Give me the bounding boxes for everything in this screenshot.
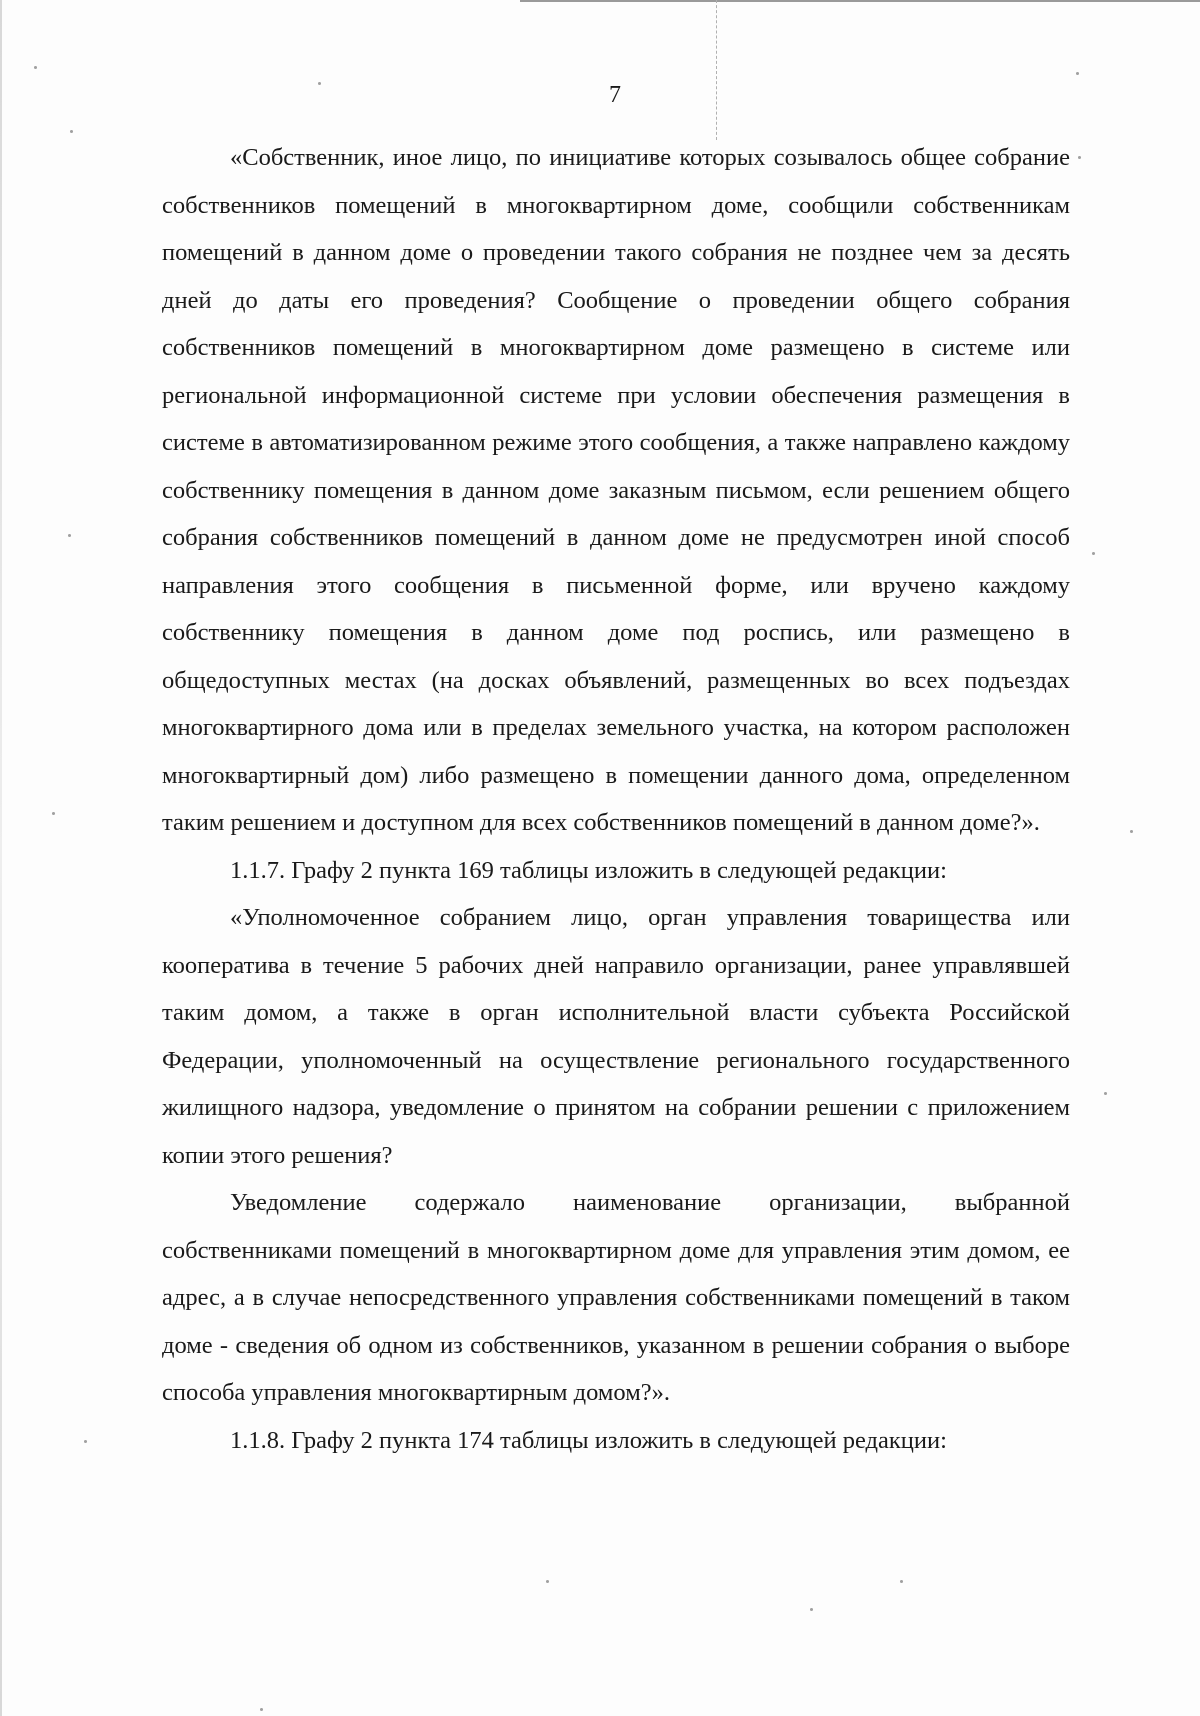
scan-speck bbox=[1104, 1092, 1107, 1095]
scan-left-edge bbox=[0, 0, 2, 1716]
scan-speck bbox=[52, 812, 55, 815]
scan-fold-mark bbox=[716, 0, 717, 140]
paragraph-quote-notification: «Собственник, иное лицо, по инициативе которых созывалось общее собрание собственников помещений в многоквартирном доме, сообщили собственникам помещений в данном доме о проведении такого собрания не позднее чем за десять дней до даты его проведения? Сообщение о проведении общего собрания собственников помещений в многоквартирном доме размещено в системе или региональной информационной системе при условии обеспечения размещения в системе в автоматизированном режиме этого сообщения, а также направлено каждому собственнику помещения в данном доме заказным письмом, если решением общего собрания собственников помещений в данном доме не предусмотрен иной способ направления этого сообщения в письменной форме, или вручено каждому собственнику помещения в данном доме под роспись, или размещено в общедоступных местах (на досках объявлений, размещенных во всех подъездах многоквартирного дома или в пределах земельного участка, на котором расположен многоквартирный дом) либо размещено в помещении данного дома, определенном таким решением и доступном для всех собственников помещений в данном доме?». bbox=[162, 144, 1070, 836]
scan-speck bbox=[1092, 552, 1095, 555]
scan-speck bbox=[900, 1580, 903, 1583]
scan-speck bbox=[1078, 156, 1081, 159]
paragraph-item-1-1-8: 1.1.8. Графу 2 пункта 174 таблицы изложить в следующей редакции: bbox=[230, 1426, 947, 1454]
scan-speck bbox=[70, 130, 73, 133]
paragraph-item-1-1-7: 1.1.7. Графу 2 пункта 169 таблицы изложить в следующей редакции: bbox=[230, 856, 947, 884]
scan-speck bbox=[810, 1608, 813, 1611]
scan-speck bbox=[1076, 72, 1079, 75]
scan-speck bbox=[34, 66, 37, 69]
scan-speck bbox=[84, 1440, 87, 1443]
scan-speck bbox=[68, 534, 71, 537]
scan-border-line bbox=[520, 0, 1200, 2]
scan-speck bbox=[260, 1708, 263, 1711]
page-number: 7 bbox=[609, 82, 621, 108]
scan-speck bbox=[1130, 830, 1133, 833]
document-body bbox=[162, 134, 1070, 1464]
paragraph-quote-authorized-person: «Уполномоченное собранием лицо, орган управления товарищества или кооператива в течение 5 рабочих дней направило организации, ранее управлявшей таким домом, а также в орган исполнительной власти субъекта Российской Федерации, уполномоченный на осуществление регионального государственного жилищного надзора, уведомление о принятом на собрании решении с приложением копии этого решения? bbox=[162, 904, 1070, 1169]
scan-speck bbox=[318, 82, 321, 85]
scan-speck bbox=[546, 1580, 549, 1583]
paragraph-notification-content: Уведомление содержало наименование организации, выбранной собственниками помещений в многоквартирном доме для управления этим домом, ее адрес, а в случае непосредственного управления собственниками помещений в таком доме - сведения об одном из собственников, указанном в решении собрания о выборе способа управления многоквартирным домом?». bbox=[162, 1189, 1070, 1406]
